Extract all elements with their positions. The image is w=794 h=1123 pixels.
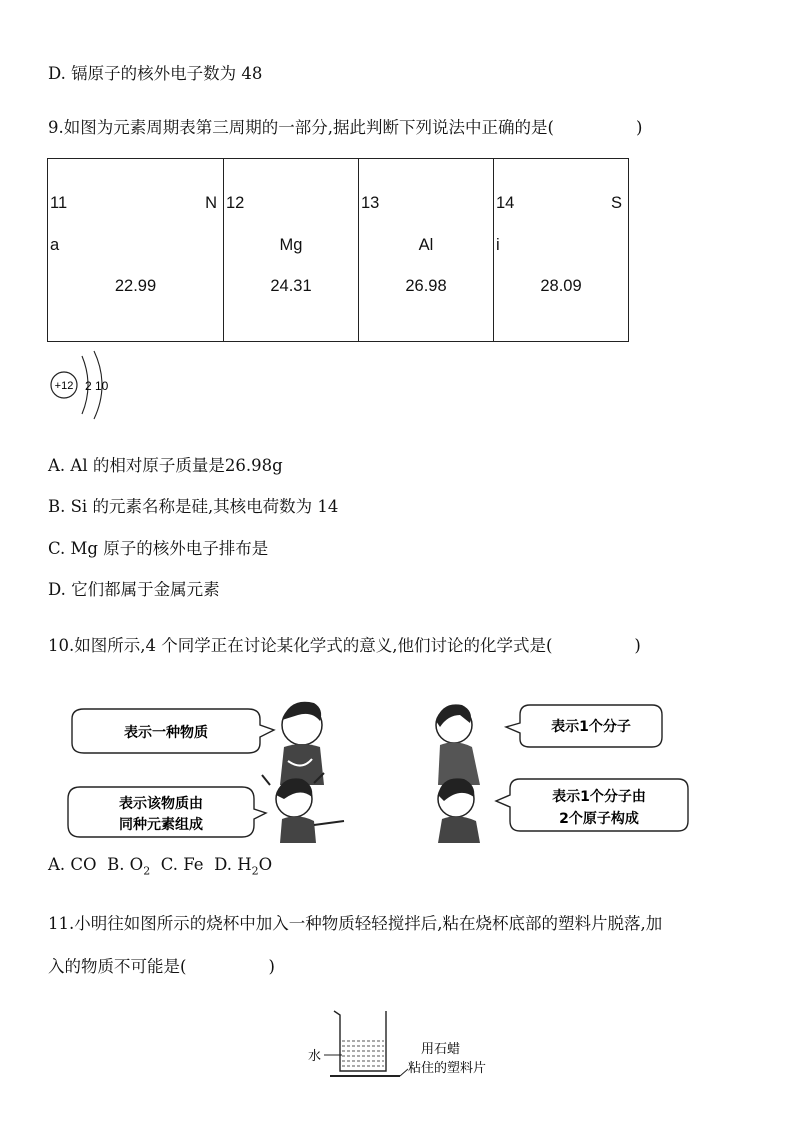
speech-bubble-2 (506, 705, 662, 747)
element-cell-si (494, 159, 629, 342)
sheet-label: 粘住的塑料片 (408, 1061, 487, 1076)
bubble-2-text: 表示1个分子 (551, 719, 631, 735)
speech-bubble-3 (68, 787, 266, 837)
element-cell-mg (224, 159, 359, 342)
water-label: 水 (308, 1049, 322, 1064)
students-discussion-cartoon (62, 675, 702, 845)
q10-close-paren: ) (634, 636, 641, 655)
q10-option-d: D. $H_2O$ (214, 855, 273, 878)
speech-bubble-4 (496, 779, 688, 831)
element-symbol: Al (418, 236, 434, 254)
atomic-mass: 24.31 (270, 277, 312, 295)
element-symbol-part: S (610, 194, 622, 212)
element-symbol-part: a (50, 236, 60, 254)
q9-option-b: B. Si 的元素名称是硅,其核电荷数为 14 (48, 497, 339, 516)
beaker-diagram (300, 1005, 520, 1085)
sheet-label-line (400, 1069, 408, 1076)
student-4-figure (438, 778, 480, 843)
atomic-number: 14 (496, 194, 515, 212)
q9-stem-text: 9.如图为元素周期表第三周期的一部分,据此判断下列说法中正确的是( (48, 118, 554, 137)
nucleus-charge: +12 (54, 380, 74, 392)
atomic-number: 11 (50, 194, 68, 212)
q8-option-d: D. 镉原子的核外电子数为 48 (48, 64, 263, 83)
q11-close-paren: ) (268, 957, 275, 976)
bubble-4-line-2: 2个原子构成 (559, 811, 639, 827)
student-3-figure (262, 773, 344, 843)
q10-option-a: A. CO (48, 855, 97, 874)
bubble-4-line-1: 表示1个分子由 (552, 789, 646, 805)
bubble-1-text: 表示一种物质 (124, 725, 208, 741)
q9-option-d: D. 它们都属于金属元素 (48, 580, 220, 599)
q9-option-a: A. Al 的相对原子质量是26.98g (48, 456, 283, 475)
q11-stem-text: 入的物质不可能是( (48, 957, 187, 976)
element-cell-al (359, 159, 494, 342)
q9-stem (48, 114, 642, 138)
periodic-table-fragment (47, 158, 629, 342)
q10-stem (48, 632, 641, 656)
atomic-mass: 22.99 (114, 277, 157, 295)
bubble-3-line-1: 表示该物质由 (119, 796, 203, 812)
bubble-3-line-2: 同种元素组成 (119, 817, 203, 833)
wax-label: 用石蜡 (421, 1042, 461, 1057)
q10-option-b: B. $O_2$ (107, 855, 151, 878)
student-1-figure (280, 702, 324, 785)
shell-electron-counts: 2 10 (85, 379, 109, 393)
atomic-mass: 26.98 (405, 277, 447, 295)
atomic-number: 13 (361, 194, 380, 212)
q10-option-c: C. Fe (160, 855, 204, 874)
q9-close-paren: ) (635, 118, 643, 137)
student-2-figure (436, 704, 480, 785)
element-symbol: Mg (279, 236, 303, 254)
element-symbol-part: i (496, 236, 500, 254)
q11-stem-line-1: 11.小明往如图所示的烧杯中加入一种物质轻轻搅拌后,粘在烧杯底部的塑料片脱落,加 (48, 914, 663, 933)
q9-option-c: C. Mg 原子的核外电子排布是 (48, 539, 269, 558)
atomic-mass: 28.09 (540, 277, 582, 295)
element-symbol-part: N (205, 194, 217, 212)
atom-structure-diagram (48, 348, 118, 420)
element-cell-na (48, 159, 224, 342)
speech-bubble-1 (72, 709, 274, 753)
q10-options (48, 855, 272, 877)
q10-stem-text: 10.如图所示,4 个同学正在讨论某化学式的意义,他们讨论的化学式是( (48, 636, 553, 655)
atomic-number: 12 (226, 194, 245, 212)
q11-stem-line-2 (48, 953, 275, 977)
